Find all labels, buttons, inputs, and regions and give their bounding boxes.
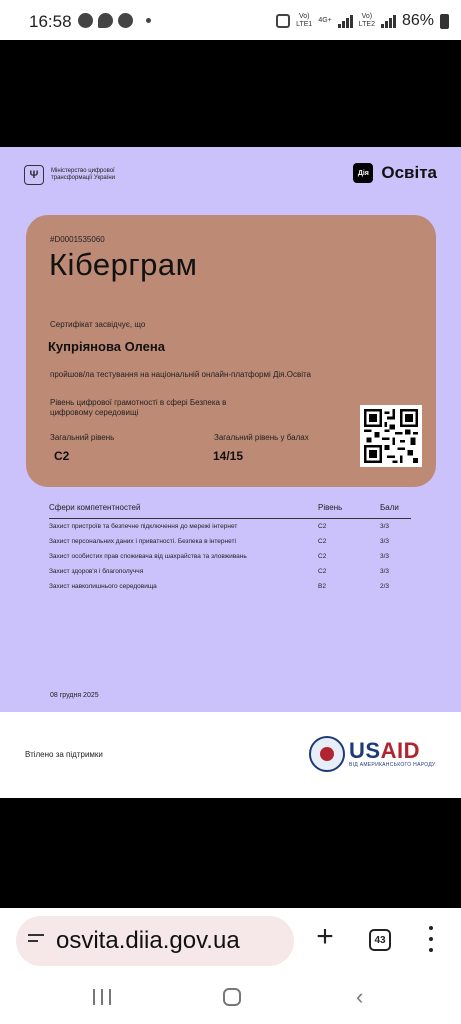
competency-name: Захист здоров'я і благополуччя <box>49 568 144 575</box>
ministry-logo <box>24 165 131 185</box>
network-type: 4G+ <box>318 17 332 24</box>
usaid-wordmark <box>349 740 436 768</box>
telegram-icon <box>78 13 93 28</box>
passed-text: пройшов/ла тестування на національній онлайн-платформі Дія.Освіта <box>50 370 311 379</box>
url-text[interactable]: osvita.diia.gov.ua <box>56 927 240 954</box>
mute-icon <box>276 14 290 28</box>
support-text: Втілено за підтримки <box>25 750 103 759</box>
certificate-card <box>26 215 436 487</box>
certificate-date: 08 грудня 2025 <box>50 692 99 699</box>
site-settings-icon[interactable] <box>28 934 44 948</box>
trident-icon: Ψ <box>24 165 44 185</box>
system-nav-bar <box>0 972 461 1024</box>
table-row <box>49 564 411 579</box>
competency-level: B2 <box>318 583 326 590</box>
competency-level: C2 <box>318 523 327 530</box>
more-notifications-icon <box>146 18 151 23</box>
competency-name: Захист особистих прав споживача від шахрайства та зловживань <box>49 553 247 560</box>
letterbox-top <box>0 40 461 147</box>
overall-level-value: C2 <box>54 449 70 463</box>
competency-points: 3/3 <box>380 553 390 560</box>
home-button[interactable] <box>223 988 241 1006</box>
competency-name: Захист пристроїв та безпечне підключення до мережі інтернет <box>49 523 238 530</box>
facebook-icon <box>118 13 133 28</box>
osvita-label: Освіта <box>381 163 437 182</box>
chat-icon <box>98 13 113 28</box>
table-row <box>49 519 411 534</box>
certificate-title: Кіберграм <box>49 247 198 282</box>
certifies-text: Сертифікат засвідчує, що <box>50 320 146 329</box>
status-bar <box>0 0 461 40</box>
competency-level: C2 <box>318 538 327 545</box>
battery-percent: 86% <box>401 12 434 29</box>
points-label: Загальний рівень у балах <box>214 433 309 442</box>
diia-osvita-logo <box>353 163 437 183</box>
browser-toolbar <box>0 908 461 972</box>
qr-code-image <box>364 409 418 463</box>
tabs-button[interactable]: 43 <box>369 929 391 951</box>
competency-points: 3/3 <box>380 568 390 575</box>
ministry-name: Міністерство цифрової трансформації України <box>51 168 116 181</box>
signal-icon <box>381 15 396 28</box>
sim1-label: Vo) LTE1 <box>296 13 313 28</box>
letterbox-bottom <box>0 798 461 908</box>
competency-points: 3/3 <box>380 538 390 545</box>
competency-level: C2 <box>318 553 327 560</box>
notification-icons <box>78 13 151 28</box>
table-row <box>49 549 411 564</box>
table-header <box>49 499 411 519</box>
header-level: Рівень <box>318 503 343 512</box>
battery-icon <box>440 14 449 29</box>
header-name: Сфери компетентностей <box>49 503 141 512</box>
status-time: 16:58 <box>29 12 72 31</box>
overall-level-label: Загальний рівень <box>50 433 115 442</box>
competency-level: C2 <box>318 568 327 575</box>
diia-badge: Дія <box>353 163 373 183</box>
certificate-id: #D0001535060 <box>50 235 105 244</box>
address-bar[interactable] <box>16 916 294 966</box>
usaid-seal-icon <box>309 736 345 772</box>
competency-name: Захист персональних даних і приватності. Безпека в інтернеті <box>49 538 236 545</box>
table-row <box>49 534 411 549</box>
qr-code[interactable] <box>360 405 422 467</box>
certificate <box>0 147 461 712</box>
competency-name: Захист навколишнього середовища <box>49 583 157 590</box>
status-right <box>276 12 449 30</box>
more-menu-icon[interactable] <box>426 926 436 952</box>
table-row <box>49 579 411 594</box>
competency-points: 2/3 <box>380 583 390 590</box>
header-points: Бали <box>380 503 399 512</box>
holder-name: Купріянова Олена <box>48 339 165 354</box>
usaid-word: USAID <box>349 738 420 763</box>
back-button[interactable]: ‹ <box>356 984 364 1009</box>
competencies-table <box>49 499 411 594</box>
usaid-logo <box>309 736 436 772</box>
level-description: Рівень цифрової грамотності в сфері Безпека в цифровому середовищі <box>50 398 227 417</box>
recent-apps-button[interactable] <box>93 989 111 1005</box>
new-tab-button[interactable]: + <box>316 920 334 953</box>
points-value: 14/15 <box>213 449 244 463</box>
support-strip <box>0 712 461 798</box>
usaid-tagline: ВІД АМЕРИКАНСЬКОГО НАРОДУ <box>349 762 436 768</box>
sim2-label: Vo) LTE2 <box>358 13 375 28</box>
competency-points: 3/3 <box>380 523 390 530</box>
signal-icon <box>338 15 353 28</box>
